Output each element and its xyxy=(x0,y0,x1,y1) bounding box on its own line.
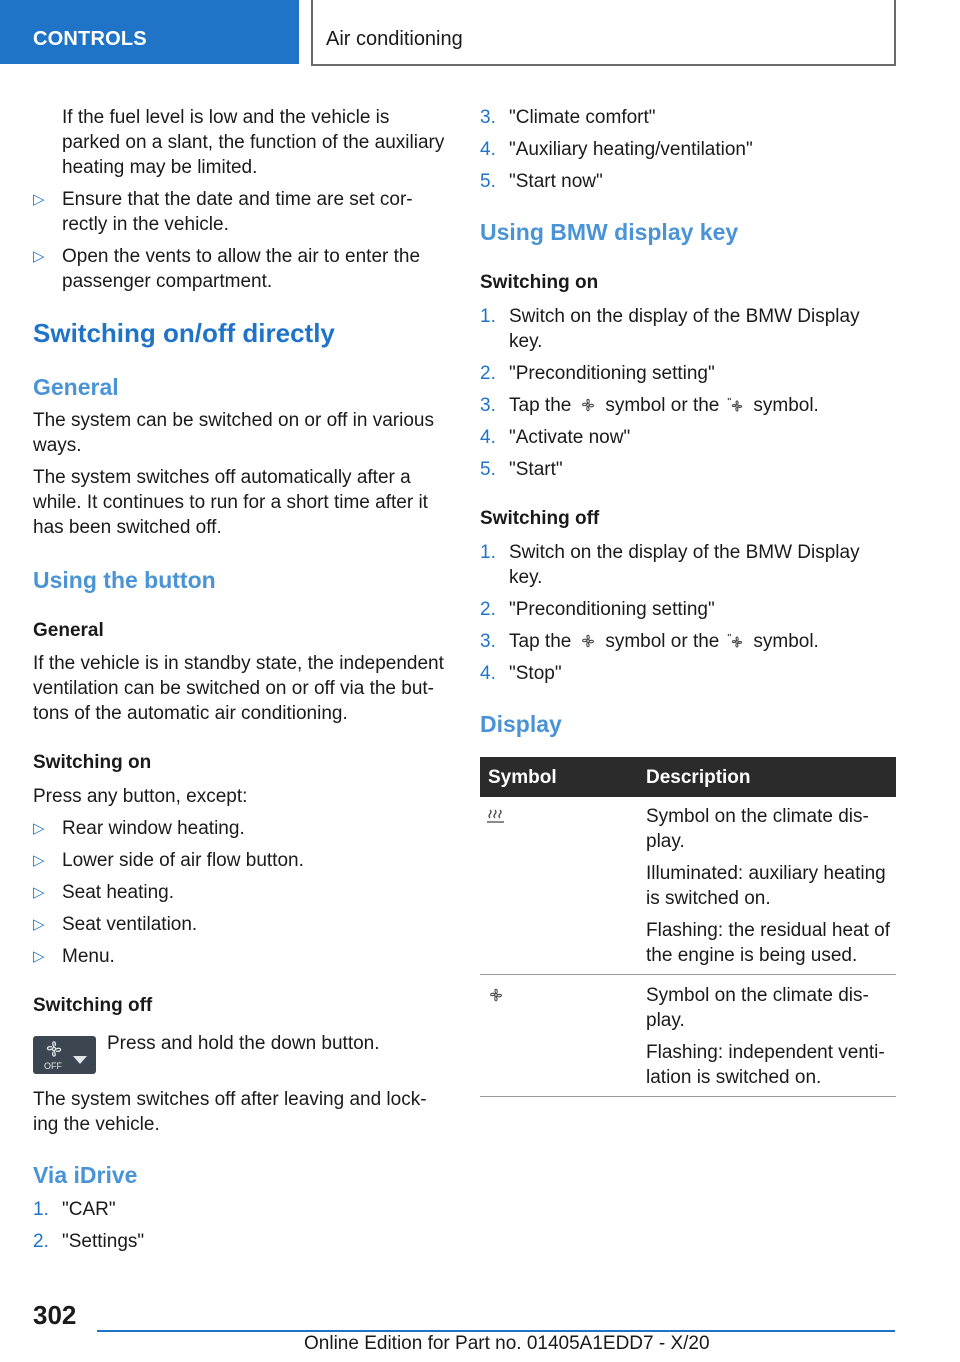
chapter-title: Air conditioning xyxy=(326,28,463,50)
subheading-switching-off: Switching off xyxy=(480,508,600,529)
chapter-tab xyxy=(311,0,896,66)
section-tab xyxy=(0,0,299,64)
heading-general: General xyxy=(33,374,119,400)
table-cell-description: Symbol on the climate dis-play. xyxy=(646,806,869,852)
heating-fan-icon xyxy=(725,396,747,414)
table-divider xyxy=(480,1096,896,1097)
table-cell-description: Flashing: the residual heat of the engine is being used. xyxy=(646,920,890,966)
triangle-bullet-icon: ▷ xyxy=(33,884,45,901)
triangle-bullet-icon: ▷ xyxy=(33,248,45,265)
section-title: CONTROLS xyxy=(33,28,147,50)
switching-off-text-2: The system switches off after leaving and lock-ing the vehicle. xyxy=(33,1089,427,1135)
subheading-switching-off: Switching off xyxy=(33,995,153,1016)
table-divider xyxy=(480,974,896,975)
heading-via-idrive: Via iDrive xyxy=(33,1162,138,1188)
switching-on-text: Press any button, except: xyxy=(33,786,248,807)
heading-switching: Switching on/off directly xyxy=(33,318,335,348)
triangle-bullet-icon: ▷ xyxy=(33,916,45,933)
page-number: 302 xyxy=(33,1300,77,1330)
button-paragraph: If the vehicle is in standby state, the independent ventilation can be switched on or off via the but-tons of the automatic air conditioning. xyxy=(33,653,444,724)
column-header-symbol: Symbol xyxy=(488,767,557,788)
heading-display-key: Using BMW display key xyxy=(480,219,739,245)
fan-icon xyxy=(486,985,506,1005)
heading-using-button: Using the button xyxy=(33,567,216,593)
subheading-switching-on: Switching on xyxy=(480,272,599,293)
intro-continuation: If the fuel level is low and the vehicle is parked on a slant, the function of the auxiliary heating may be limited. xyxy=(62,107,445,178)
heating-icon xyxy=(486,808,506,826)
footer-rule xyxy=(97,1330,895,1332)
general-paragraph-1: The system can be switched on or off in various ways. xyxy=(33,410,434,456)
table-header xyxy=(480,757,896,797)
triangle-bullet-icon: ▷ xyxy=(33,852,45,869)
triangle-bullet-icon: ▷ xyxy=(33,191,45,208)
triangle-bullet-icon: ▷ xyxy=(33,820,45,837)
table-cell-description: Illuminated: auxiliary heating is switched on. xyxy=(646,863,886,909)
off-label: OFF xyxy=(44,1061,62,1071)
triangle-bullet-icon: ▷ xyxy=(33,948,45,965)
fan-off-button-image xyxy=(33,1036,96,1074)
column-header-description: Description xyxy=(646,767,751,788)
heading-display: Display xyxy=(480,711,562,737)
fan-icon xyxy=(577,396,599,414)
subheading-general: General xyxy=(33,620,104,641)
general-paragraph-2: The system switches off automatically after a while. It continues to run for a short time after it has been switched off. xyxy=(33,467,428,538)
fan-icon xyxy=(33,1036,96,1074)
switching-off-text: Press and hold the down button. xyxy=(107,1033,380,1054)
heating-fan-icon xyxy=(725,632,747,650)
table-cell-description: Symbol on the climate dis-play. xyxy=(646,985,869,1031)
edition-note: Online Edition for Part no. 01405A1EDD7 - X/20 xyxy=(304,1333,710,1354)
subheading-switching-on: Switching on xyxy=(33,752,152,773)
table-cell-description: Flashing: independent venti-lation is switched on. xyxy=(646,1042,885,1088)
fan-icon xyxy=(577,632,599,650)
